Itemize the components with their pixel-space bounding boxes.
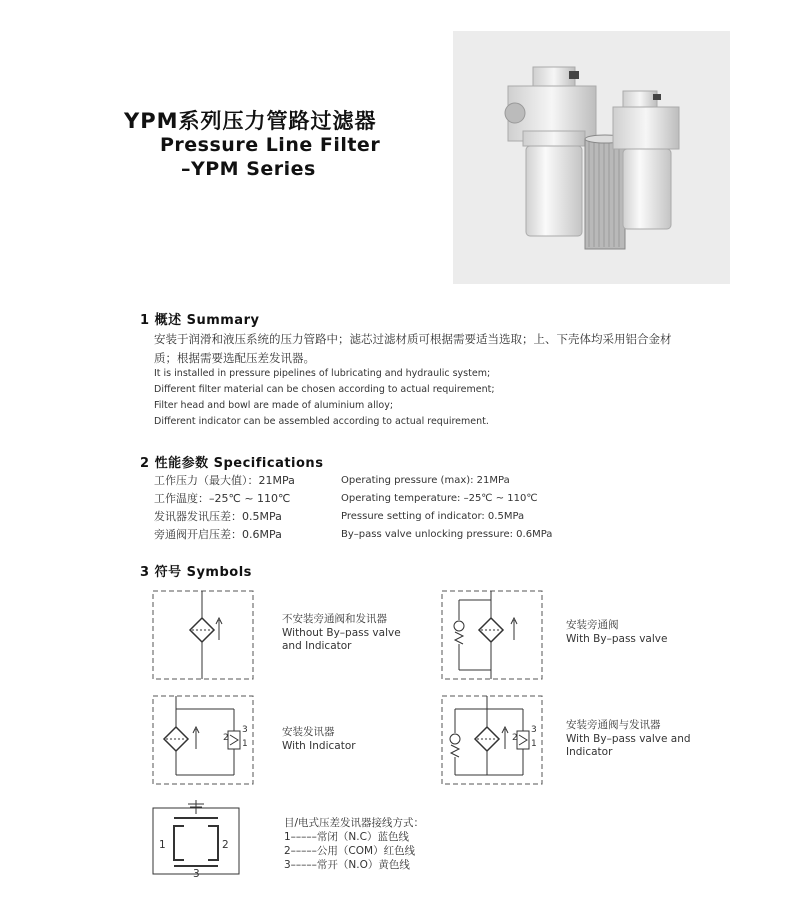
indicator-pin2-a: 2 xyxy=(223,733,229,743)
symbol-1-cn: 不安装旁通阀和发讯器 xyxy=(282,613,387,625)
summary-en-1: It is installed in pressure pipelines of lubricating and hydraulic system; xyxy=(154,368,491,379)
symbol-4-en1: With By–pass valve and xyxy=(566,733,691,745)
indicator-pin1-a: 1 xyxy=(242,739,248,749)
symbol-2-en1: With By–pass valve xyxy=(566,633,668,645)
wiring-line-1: 1–––––常闭（N.C）蓝色线 xyxy=(284,831,409,843)
indicator-pin2-b: 2 xyxy=(512,733,518,743)
spec-en-1: Operating pressure (max): 21MPa xyxy=(341,475,510,486)
symbol-4-cn: 安装旁通阀与发讯器 xyxy=(566,719,661,731)
spec-cn-2: 工作温度：–25℃ ~ 110℃ xyxy=(154,492,291,505)
title-en-line1: Pressure Line Filter xyxy=(160,134,381,156)
symbol-bypass-filter xyxy=(441,590,543,680)
symbol-4-en2: Indicator xyxy=(566,746,613,758)
summary-heading: 1 概述 Summary xyxy=(140,313,260,328)
symbol-3-en1: With Indicator xyxy=(282,740,356,752)
spec-cn-1: 工作压力（最大值）：21MPa xyxy=(154,474,295,487)
title-cn: YPM系列压力管路过滤器 xyxy=(124,109,377,133)
summary-cn-line1: 安装于润滑和液压系统的压力管路中；滤芯过滤材质可根据需要适当选取；上、下壳体均采用铝合金材 xyxy=(154,332,672,346)
symbol-1-en1: Without By–pass valve xyxy=(282,627,401,639)
wiring-label-1: 1 xyxy=(159,839,166,851)
summary-en-2: Different filter material can be chosen according to actual requirement; xyxy=(154,384,495,395)
indicator-pin1-b: 1 xyxy=(531,739,537,749)
symbol-bypass-indicator-filter xyxy=(441,695,543,785)
symbol-basic-filter xyxy=(152,590,254,680)
spec-en-4: By–pass valve unlocking pressure: 0.6MPa xyxy=(341,529,553,540)
summary-cn-line2: 质；根据需要选配压差发讯器。 xyxy=(154,351,315,365)
symbols-heading: 3 符号 Symbols xyxy=(140,565,252,580)
spec-en-2: Operating temperature: –25℃ ~ 110℃ xyxy=(341,493,538,504)
indicator-pin3-a: 3 xyxy=(242,725,248,735)
specs-heading: 2 性能参数 Specifications xyxy=(140,456,324,471)
product-photo xyxy=(453,31,730,284)
spec-cn-3: 发讯器发讯压差：0.5MPa xyxy=(154,510,282,523)
wiring-line-3: 3–––––常开（N.O）黄色线 xyxy=(284,859,410,871)
symbol-2-cn: 安装旁通阀 xyxy=(566,619,619,631)
wiring-label-3: 3 xyxy=(193,868,200,880)
symbol-3-cn: 安装发讯器 xyxy=(282,726,335,738)
title-en-line2: –YPM Series xyxy=(181,158,316,180)
wiring-line-2: 2–––––公用（COM）红色线 xyxy=(284,845,416,857)
symbol-1-en2: and Indicator xyxy=(282,640,352,652)
summary-en-3: Filter head and bowl are made of aluminium alloy; xyxy=(154,400,394,411)
spec-en-3: Pressure setting of indicator: 0.5MPa xyxy=(341,511,525,522)
symbol-indicator-filter xyxy=(152,695,254,785)
indicator-pin3-b: 3 xyxy=(531,725,537,735)
wiring-title: 目/电式压差发讯器接线方式： xyxy=(284,817,425,829)
wiring-label-2: 2 xyxy=(222,839,229,851)
summary-en-4: Different indicator can be assembled according to actual requirement. xyxy=(154,416,489,427)
spec-cn-4: 旁通阀开启压差：0.6MPa xyxy=(154,528,282,541)
